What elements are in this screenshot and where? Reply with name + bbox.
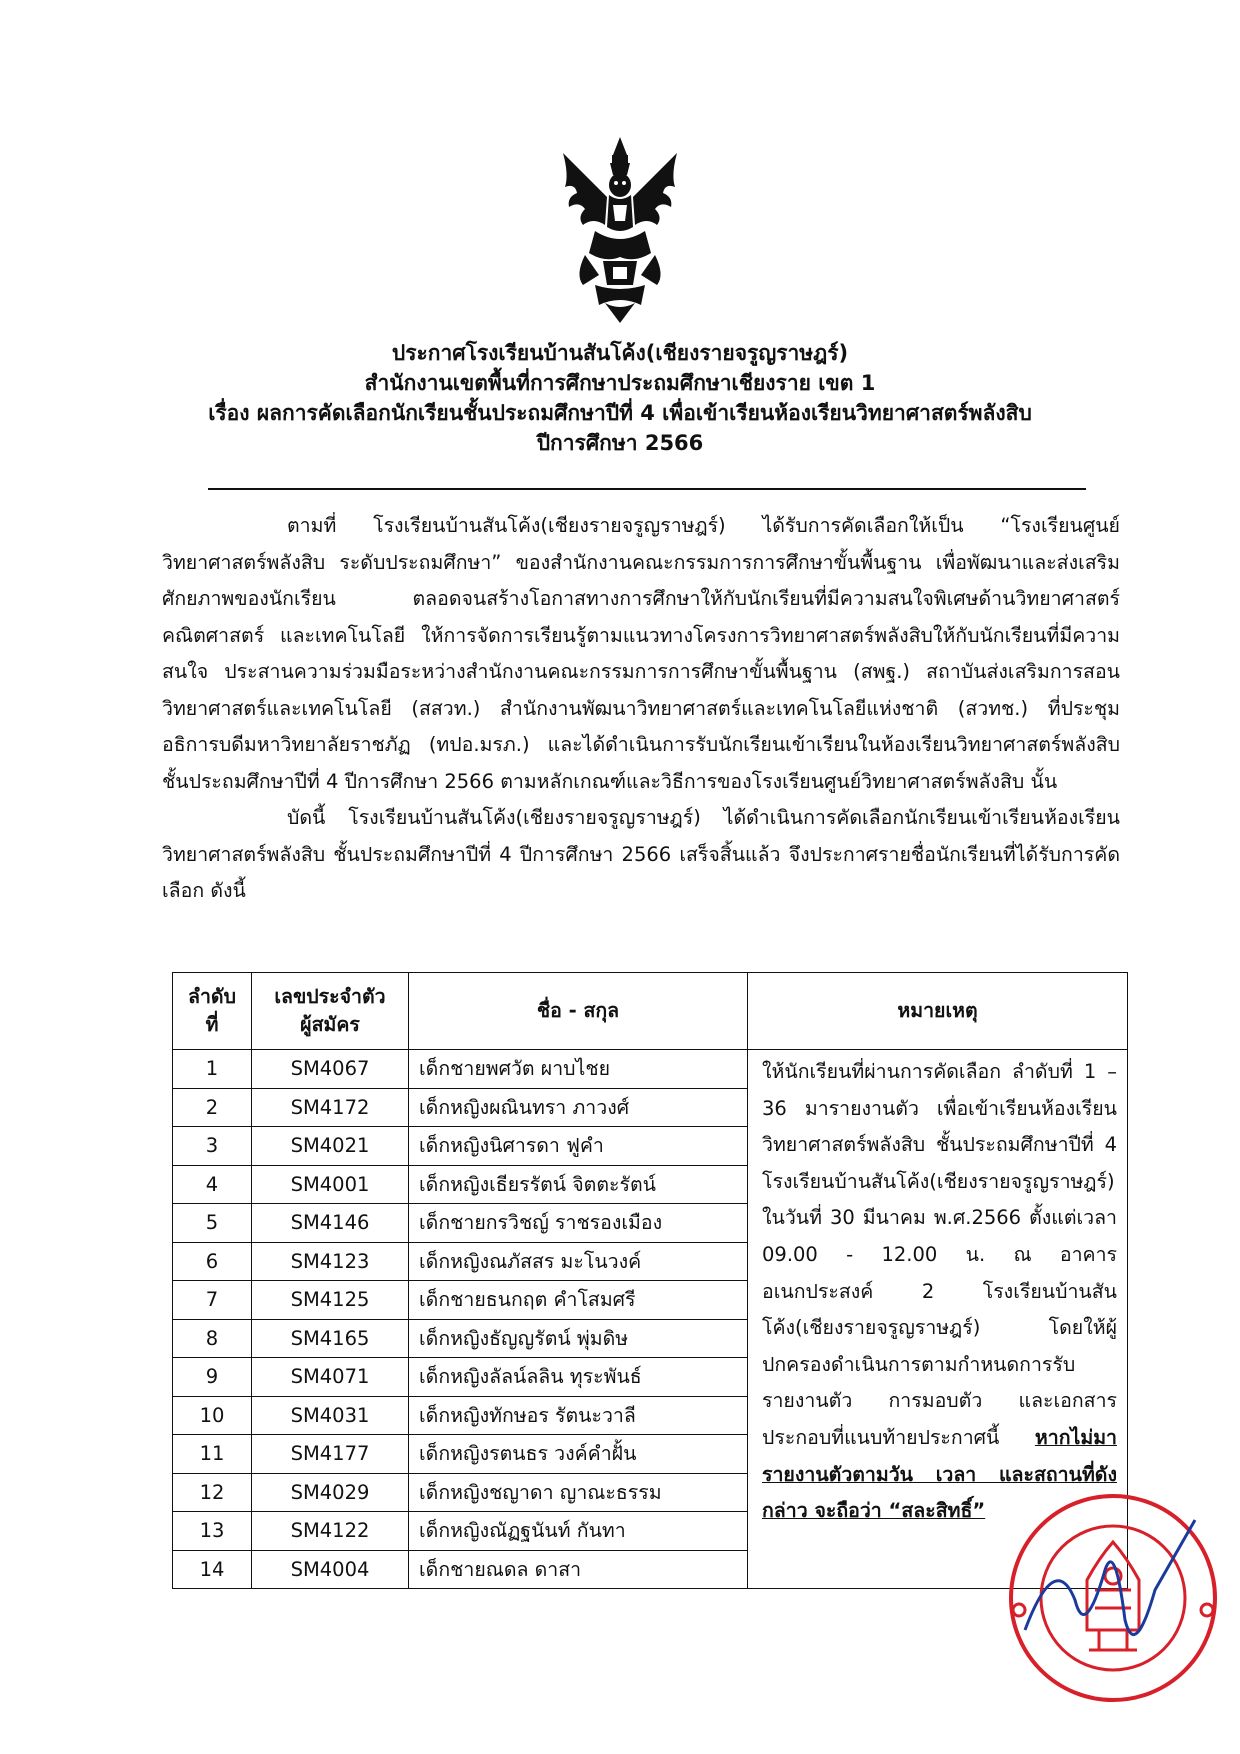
cell-number: 11 [173, 1435, 252, 1474]
cell-number: 1 [173, 1050, 252, 1089]
cell-applicant-id: SM4067 [252, 1050, 409, 1089]
cell-student-name: เด็กหญิงชญาดา ญาณะธรรม [409, 1473, 748, 1512]
column-header-applicant-id [252, 973, 409, 1050]
table-row [173, 1050, 1128, 1089]
cell-applicant-id: SM4123 [252, 1242, 409, 1281]
cell-student-name: เด็กหญิงณภัสสร มะโนวงค์ [409, 1242, 748, 1281]
header-divider [208, 488, 1086, 490]
cell-applicant-id: SM4122 [252, 1512, 409, 1551]
cell-applicant-id: SM4021 [252, 1127, 409, 1166]
cell-applicant-id: SM4146 [252, 1204, 409, 1243]
cell-number: 13 [173, 1512, 252, 1551]
cell-number: 3 [173, 1127, 252, 1166]
selected-students-table [172, 972, 1128, 1589]
cell-applicant-id: SM4165 [252, 1319, 409, 1358]
remark-text: ให้นักเรียนที่ผ่านการคัดเลือก ลำดับที่ 1 – 36 มารายงานตัว เพื่อเข้าเรียนห้องเรียนวิทยาศาสตร์พลังสิบ ชั้นประถมศึกษาปีที่ 4 โรงเรียนบ้านสันโค้ง(เชียงรายจรูญราษฎร์) ในวันที่ 30 มีนาคม พ.ศ.2566 ตั้งแต่เวลา 09.00 - 12.00 น. ณ อาคารอเนกประสงค์ 2 โรงเรียนบ้านสันโค้ง(เชียงรายจรูญราษฎร์) โดยให้ผู้ปกครองดำเนินการตามกำหนดการรับรายงานตัว การมอบตัว และเอกสารประกอบที่แนบท้ายประกาศนี้ [762, 1060, 1117, 1449]
cell-student-name: เด็กหญิงทักษอร รัตนะวาลี [409, 1396, 748, 1435]
body-paragraph-1: ตามที่ โรงเรียนบ้านสันโค้ง(เชียงรายจรูญราษฎร์) ได้รับการคัดเลือกให้เป็น “โรงเรียนศูนย์วิทยาศาสตร์พลังสิบ ระดับประถมศึกษา” ของสำนักงานคณะกรรมการการศึกษาขั้นพื้นฐาน เพื่อพัฒนาและส่งเสริมศักยภาพของนักเรียน ตลอดจนสร้างโอกาสทางการศึกษาให้กับนักเรียนที่มีความสนใจพิเศษด้านวิทยาศาสตร์ คณิตศาสตร์ และเทคโนโลยี ให้การจัดการเรียนรู้ตามแนวทางโครงการวิทยาศาสตร์พลังสิบให้กับนักเรียนที่มีความสนใจ ประสานความร่วมมือระหว่างสำนักงานคณะกรรมการการศึกษาขั้นพื้นฐาน (สพฐ.) สถาบันส่งเสริมการสอนวิทยาศาสตร์และเทคโนโลยี (สสวท.) สำนักงานพัฒนาวิทยาศาสตร์และเทคโนโลยีแห่งชาติ (สวทช.) ที่ประชุมอธิการบดีมหาวิทยาลัยราชภัฏ (ทปอ.มรภ.) และได้ดำเนินการรับนักเรียนเข้าเรียนในห้องเรียนวิทยาศาสตร์พลังสิบ ชั้นประถมศึกษาปีที่ 4 ปีการศึกษา 2566 ตามหลักเกณฑ์และวิธีการของโรงเรียนศูนย์วิทยาศาสตร์พลังสิบ นั้น [162, 514, 1120, 793]
cell-applicant-id: SM4125 [252, 1281, 409, 1320]
header-id-line1: เลขประจำตัว [274, 985, 386, 1008]
cell-number: 7 [173, 1281, 252, 1320]
cell-number: 10 [173, 1396, 252, 1435]
announcement-header [150, 338, 1090, 458]
cell-student-name: เด็กหญิงนิศารดา ฟูคำ [409, 1127, 748, 1166]
header-line-year: ปีการศึกษา 2566 [536, 431, 704, 455]
cell-number: 5 [173, 1204, 252, 1243]
cell-student-name: เด็กชายณดล ดาสา [409, 1550, 748, 1589]
cell-number: 8 [173, 1319, 252, 1358]
cell-applicant-id: SM4004 [252, 1550, 409, 1589]
cell-applicant-id: SM4172 [252, 1088, 409, 1127]
cell-student-name: เด็กหญิงเธียรรัตน์ จิตตะรัตน์ [409, 1165, 748, 1204]
cell-student-name: เด็กหญิงธัญญรัตน์ พุ่มดิษ [409, 1319, 748, 1358]
cell-number: 6 [173, 1242, 252, 1281]
cell-number: 9 [173, 1358, 252, 1397]
cell-number: 4 [173, 1165, 252, 1204]
remark-emphasis: หากไม่มารายงานตัวตามวัน เวลา และสถานที่ดังกล่าว จะถือว่า “สละสิทธิ์” [762, 1425, 1117, 1523]
cell-student-name: เด็กชายพศวัต ผาบไชย [409, 1050, 748, 1089]
table-header-row [173, 973, 1128, 1050]
header-id-line2: ผู้สมัคร [300, 1013, 360, 1036]
cell-number: 2 [173, 1088, 252, 1127]
cell-applicant-id: SM4001 [252, 1165, 409, 1204]
cell-student-name: เด็กชายธนกฤต คำโสมศรี [409, 1281, 748, 1320]
header-no-line1: ลำดับ [188, 985, 236, 1008]
column-header-remark: หมายเหตุ [748, 973, 1128, 1050]
cell-number: 12 [173, 1473, 252, 1512]
column-header-number [173, 973, 252, 1050]
announcement-body [162, 508, 1120, 910]
cell-student-name: เด็กชายกรวิชญ์ ราชรองเมือง [409, 1204, 748, 1243]
column-header-name: ชื่อ - สกุล [409, 973, 748, 1050]
header-line-subject: เรื่อง ผลการคัดเลือกนักเรียนชั้นประถมศึกษาปีที่ 4 เพื่อเข้าเรียนห้องเรียนวิทยาศาสตร์พลังสิบ [208, 401, 1032, 425]
garuda-emblem-icon [555, 135, 685, 325]
header-no-line2: ที่ [205, 1013, 219, 1036]
body-paragraph-2: บัดนี้ โรงเรียนบ้านสันโค้ง(เชียงรายจรูญราษฎร์) ได้ดำเนินการคัดเลือกนักเรียนเข้าเรียนห้องเรียนวิทยาศาสตร์พลังสิบ ชั้นประถมศึกษาปีที่ 4 ปีการศึกษา 2566 เสร็จสิ้นแล้ว จึงประกาศรายชื่อนักเรียนที่ได้รับการคัดเลือก ดังนี้ [162, 806, 1120, 902]
cell-applicant-id: SM4071 [252, 1358, 409, 1397]
cell-student-name: เด็กหญิงผณินทรา ภาวงศ์ [409, 1088, 748, 1127]
header-line-office: สำนักงานเขตพื้นที่การศึกษาประถมศึกษาเชียงราย เขต 1 [364, 371, 876, 395]
header-line-school: ประกาศโรงเรียนบ้านสันโค้ง(เชียงรายจรูญราษฎร์) [391, 341, 849, 365]
cell-number: 14 [173, 1550, 252, 1589]
cell-student-name: เด็กหญิงณัฏฐนันท์ กันทา [409, 1512, 748, 1551]
cell-applicant-id: SM4177 [252, 1435, 409, 1474]
cell-student-name: เด็กหญิงลัลน์ลลิน ทุระพันธ์ [409, 1358, 748, 1397]
cell-student-name: เด็กหญิงรตนธร วงค์คำฝั้น [409, 1435, 748, 1474]
cell-applicant-id: SM4029 [252, 1473, 409, 1512]
cell-applicant-id: SM4031 [252, 1396, 409, 1435]
school-seal-stamp-icon [995, 1480, 1235, 1710]
